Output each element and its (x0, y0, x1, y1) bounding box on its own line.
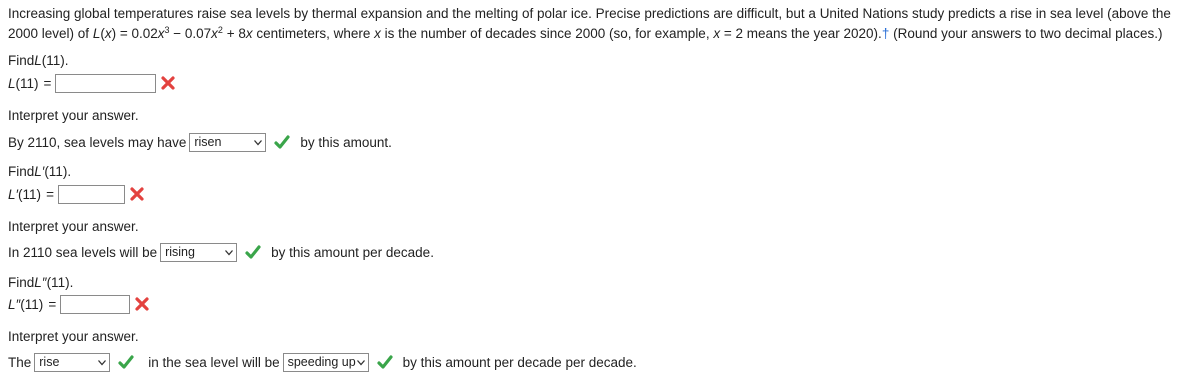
check-icon (377, 354, 393, 370)
chevron-down-icon (253, 137, 263, 148)
q3-interpret-row: The rise in the sea level will be speeding up by this amount per decade per decade. (8, 354, 637, 370)
x-icon (160, 75, 176, 91)
q1-answer-row: L (11) = (8, 71, 176, 95)
q3-answer-input[interactable] (60, 295, 130, 314)
q1-interpret-row: By 2110, sea levels may have risen by this amount. (8, 134, 392, 150)
q2-direction-select[interactable]: rising (160, 243, 237, 262)
footnote-dagger-link[interactable]: † (881, 26, 890, 41)
q3-trend-select[interactable]: speeding up (283, 353, 369, 372)
chevron-down-icon (356, 357, 366, 368)
chevron-down-icon (97, 357, 107, 368)
q1-prompt: Find L (11). (8, 52, 69, 68)
problem-statement: Increasing global temperatures raise sea levels by thermal expansion and the melting of polar ice. Precise predictions are difficult, but a United Nations study predicts a rise in sea level (above the 2000 level) of $L(x) = 0.02x^3 - 0.07x^2 + 8x$ centimeters, where x is the number of decades since 2000 (so, for example, x = 2 means the year 2020).† (Round your answers to two decimal places.) (8, 6, 1171, 41)
check-icon (245, 244, 261, 260)
q1-label: L (8, 75, 16, 91)
check-icon (274, 134, 290, 150)
q2-interpret-row: In 2110 sea levels will be rising by this amount per decade. (8, 244, 434, 260)
x-icon (129, 186, 145, 202)
q3-interpret-heading: Interpret your answer. (8, 328, 139, 344)
q2-interpret-heading: Interpret your answer. (8, 218, 139, 234)
q1-direction-select[interactable]: risen (189, 133, 266, 152)
q3-label: L″ (8, 296, 21, 312)
q3-answer-row: L″ (11) = (8, 292, 150, 316)
chevron-down-icon (224, 247, 234, 258)
check-icon (118, 354, 134, 370)
q1-interpret-heading: Interpret your answer. (8, 107, 139, 123)
q2-answer-input[interactable] (58, 185, 125, 204)
q1-answer-input[interactable] (55, 74, 156, 93)
function-name: L (92, 26, 101, 41)
x-icon (134, 296, 150, 312)
q2-answer-row: L′ (11) = (8, 182, 145, 206)
q2-label: L′ (8, 186, 19, 202)
q2-prompt: Find L′ (11). (8, 163, 72, 179)
q3-prompt: Find L″ (11). (8, 274, 74, 290)
q3-quantity-select[interactable]: rise (34, 353, 110, 372)
